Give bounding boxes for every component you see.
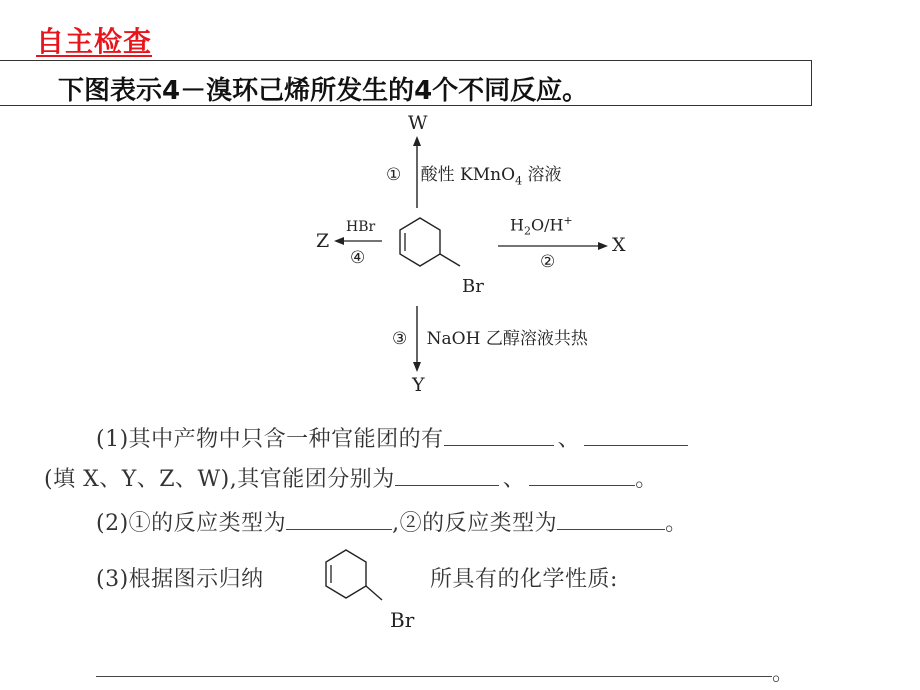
r1-number: ①	[386, 165, 402, 185]
q3-answer-line[interactable]	[96, 676, 772, 677]
q2-blank-1[interactable]	[286, 507, 392, 530]
product-w: W	[408, 112, 428, 134]
intro-text: 下图表示4－溴环己烯所发生的4个不同反应。	[58, 76, 589, 106]
question-1-line-1	[96, 422, 688, 453]
r2-reagent-a: H	[510, 215, 524, 235]
product-x: X	[612, 234, 626, 256]
r1-reagent: 酸性 KMnO	[420, 165, 516, 185]
question-2	[96, 506, 688, 537]
q1-blank-1[interactable]	[444, 423, 554, 446]
r2-number: ②	[540, 252, 556, 272]
q2-end: 。	[665, 511, 688, 536]
r3-reagent: NaOH 乙醇溶液共热	[426, 329, 588, 349]
arrow-right-head	[598, 242, 608, 250]
r4-number: ④	[350, 248, 366, 268]
product-y: Y	[412, 374, 425, 396]
q3-structure	[316, 544, 386, 614]
r2-sup: +	[563, 214, 573, 227]
r1-sub: 4	[515, 174, 523, 188]
q2-text-a: (2)①的反应类型为	[96, 511, 287, 536]
product-z: Z	[316, 230, 330, 252]
q3-substituent-br: Br	[390, 608, 415, 632]
question-1-line-2	[44, 462, 658, 493]
q2-text-b: ,②的反应类型为	[392, 511, 558, 536]
q1-text-2: (填 X、Y、Z、W),其官能团分别为	[44, 467, 395, 492]
q1-blank-3[interactable]	[395, 463, 499, 486]
section-title: 自主检查	[36, 25, 153, 58]
cyclohexene-ring	[400, 218, 440, 266]
q1-sep: 、	[557, 427, 581, 452]
r1-suffix: 溶液	[522, 165, 562, 185]
c-br-bond	[440, 254, 460, 266]
q1-text: (1)其中产物中只含一种官能团的有	[96, 427, 444, 452]
substituent-br: Br	[462, 276, 484, 297]
q1-sep-2: 、	[502, 467, 526, 492]
question-3-lead: (3)根据图示归纳	[96, 567, 264, 592]
r2-reagent-b: O/H	[530, 215, 564, 235]
question-3-tail: 所具有的化学性质:	[430, 567, 618, 592]
r3-number: ③	[392, 329, 408, 349]
q1-end: 。	[635, 467, 658, 492]
r2-sub: 2	[523, 224, 531, 238]
q2-blank-2[interactable]	[557, 507, 665, 530]
arrow-down-head	[413, 362, 421, 372]
q1-blank-4[interactable]	[529, 463, 635, 486]
q3-end: 。	[772, 661, 795, 686]
r2-reagent	[510, 214, 573, 238]
arrow-left-head	[334, 237, 344, 245]
r3-label	[392, 324, 588, 349]
q3-ring	[326, 550, 366, 598]
q1-blank-2[interactable]	[584, 423, 688, 446]
q3-c-br-bond	[366, 586, 382, 600]
arrow-up-head	[413, 136, 421, 146]
r4-reagent: HBr	[346, 219, 376, 235]
r1-label	[386, 160, 561, 187]
